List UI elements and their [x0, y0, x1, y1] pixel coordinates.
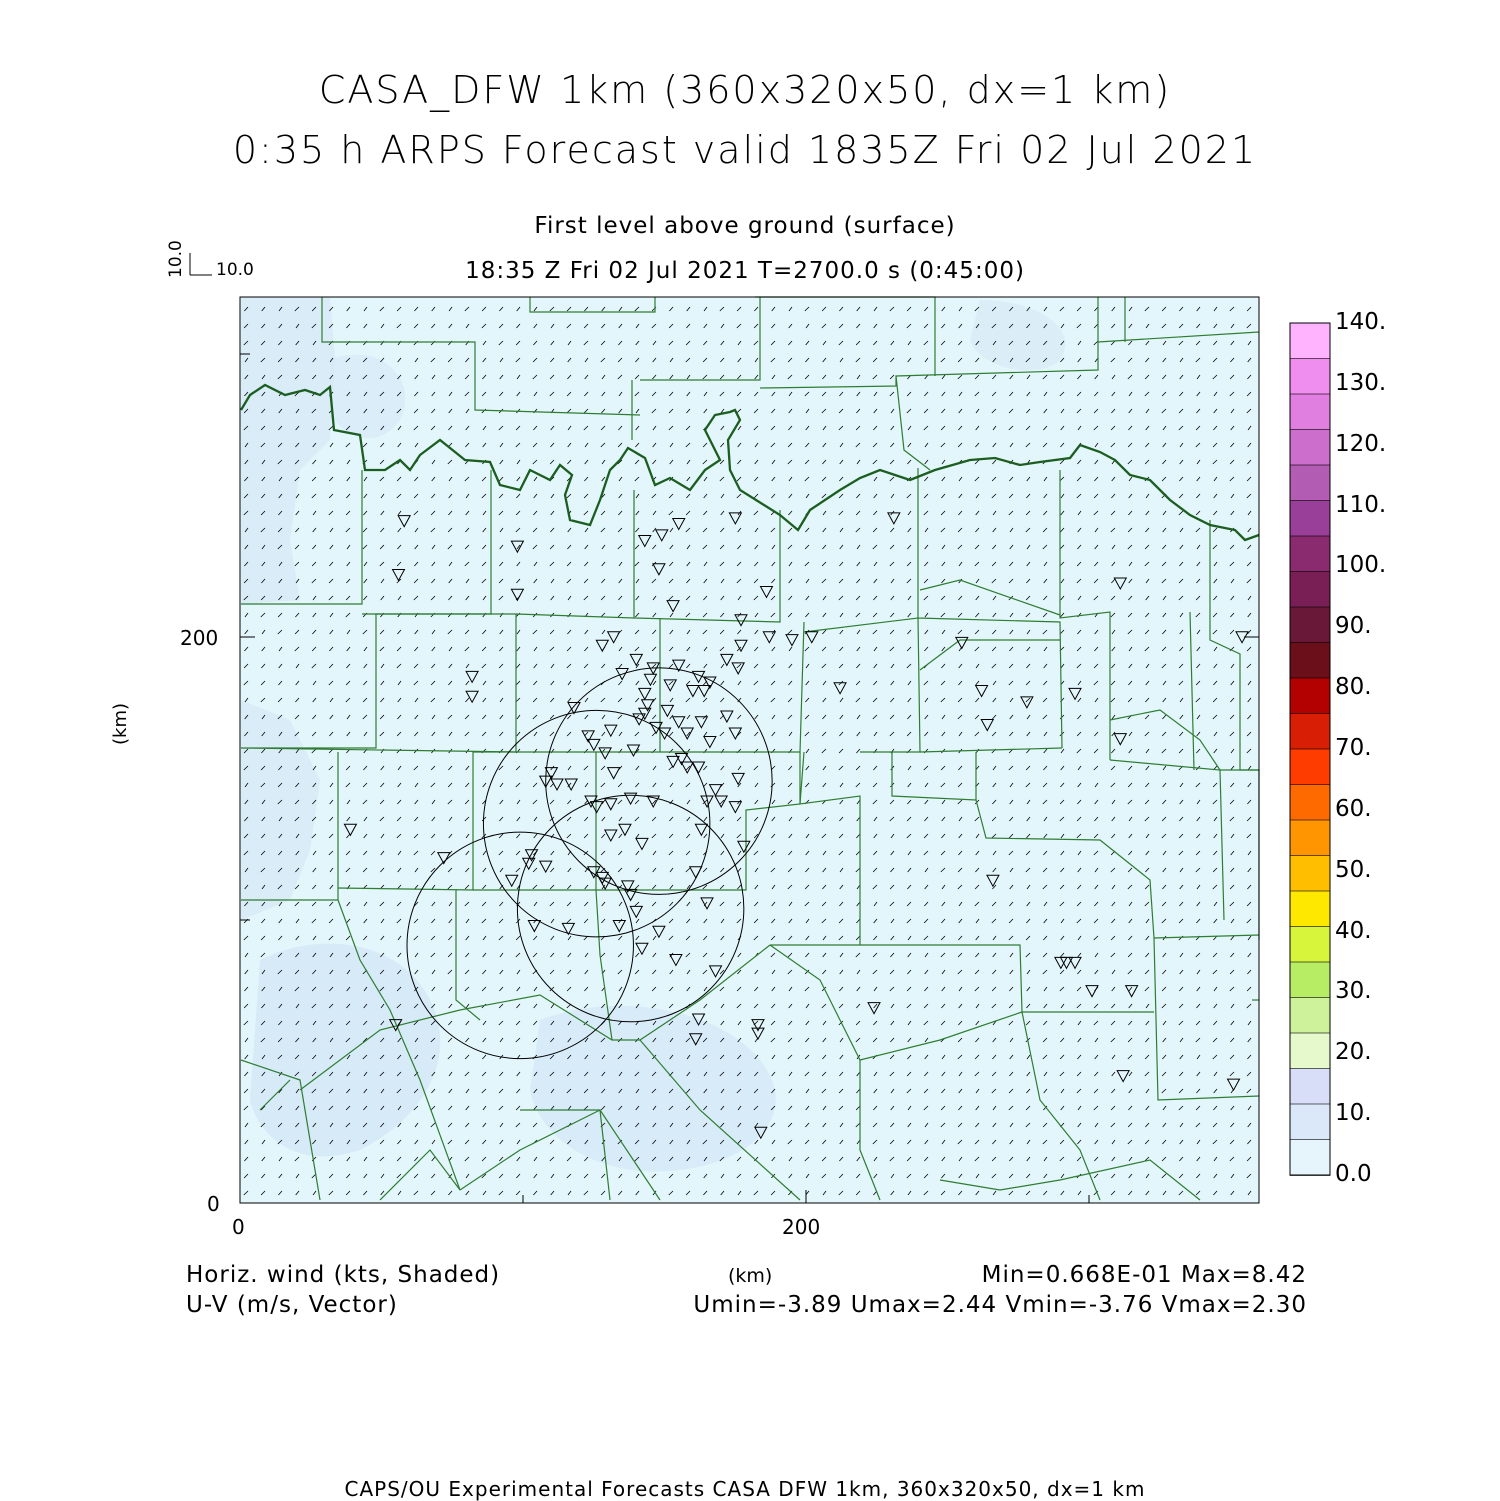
vector-label: U-V (m/s, Vector) — [186, 1292, 398, 1318]
colorbar-swatch — [1290, 714, 1330, 750]
colorbar-swatch — [1290, 1069, 1330, 1105]
colorbar-label: 100. — [1335, 552, 1387, 579]
colorbar-label: 110. — [1335, 491, 1387, 518]
colorbar-swatch — [1290, 962, 1330, 998]
colorbar-label: 60. — [1335, 795, 1372, 822]
colorbar-label: 90. — [1335, 613, 1372, 640]
colorbar-swatch — [1290, 465, 1330, 501]
time-info: 18:35 Z Fri 02 Jul 2021 T=2700.0 s (0:45:00) — [465, 258, 1025, 284]
colorbar-swatch — [1290, 749, 1330, 785]
colorbar-swatch — [1290, 998, 1330, 1034]
colorbar-swatch — [1290, 1104, 1330, 1140]
y-axis-label: (km) — [110, 702, 131, 745]
colorbar-label: 140. — [1335, 309, 1387, 335]
colorbar — [1290, 323, 1330, 1176]
colorbar-swatch — [1290, 359, 1330, 395]
colorbar-swatch — [1290, 927, 1330, 963]
colorbar-swatch — [1290, 323, 1330, 359]
colorbar-swatch — [1290, 891, 1330, 927]
colorbar-swatch — [1290, 394, 1330, 430]
x-tick-label: 200 — [782, 1215, 821, 1239]
colorbar-label: 10. — [1335, 1100, 1372, 1127]
colorbar-swatch — [1290, 856, 1330, 892]
colorbar-label: 130. — [1335, 369, 1387, 396]
y-tick-label: 0 — [207, 1192, 220, 1216]
colorbar-swatch — [1290, 820, 1330, 856]
colorbar-swatch — [1290, 430, 1330, 466]
colorbar-swatch — [1290, 1033, 1330, 1069]
plot-subtitle: First level above ground (surface) — [534, 213, 956, 239]
min-max-stats: Min=0.668E-01 Max=8.42 — [981, 1262, 1307, 1288]
x-tick-label: 0 — [232, 1215, 245, 1239]
credit-line: CAPS/OU Experimental Forecasts CASA DFW 1km, 360x320x50, dx=1 km — [344, 1477, 1146, 1501]
colorbar-label: 30. — [1335, 978, 1372, 1005]
reference-vector-v-label: 10.0 — [166, 240, 186, 278]
colorbar-label: 20. — [1335, 1039, 1372, 1066]
uv-stats: Umin=-3.89 Umax=2.44 Vmin=-3.76 Vmax=2.30 — [693, 1292, 1307, 1318]
colorbar-swatch — [1290, 785, 1330, 821]
colorbar-swatch — [1290, 643, 1330, 679]
colorbar-swatch — [1290, 501, 1330, 537]
title-line-1: CASA_DFW 1km (360x320x50, dx=1 km) — [318, 68, 1172, 112]
y-tick-label: 200 — [180, 626, 219, 650]
colorbar-label: 40. — [1335, 917, 1372, 944]
colorbar-swatch — [1290, 1140, 1330, 1176]
colorbar-label: 120. — [1335, 430, 1387, 457]
colorbar-swatch — [1290, 607, 1330, 643]
colorbar-swatch — [1290, 536, 1330, 572]
colorbar-label: 70. — [1335, 735, 1372, 761]
colorbar-swatch — [1290, 572, 1330, 608]
colorbar-label: 80. — [1335, 674, 1372, 701]
colorbar-label: 0.0 — [1335, 1161, 1372, 1187]
reference-vector-u-label: 10.0 — [216, 260, 254, 280]
field-label: Horiz. wind (kts, Shaded) — [186, 1262, 501, 1288]
x-axis-label: (km) — [728, 1265, 773, 1287]
title-line-2: 0:35 h ARPS Forecast valid 1835Z Fri 02 Jul 2021 — [232, 128, 1258, 172]
colorbar-swatch — [1290, 678, 1330, 714]
colorbar-label: 50. — [1335, 856, 1372, 883]
